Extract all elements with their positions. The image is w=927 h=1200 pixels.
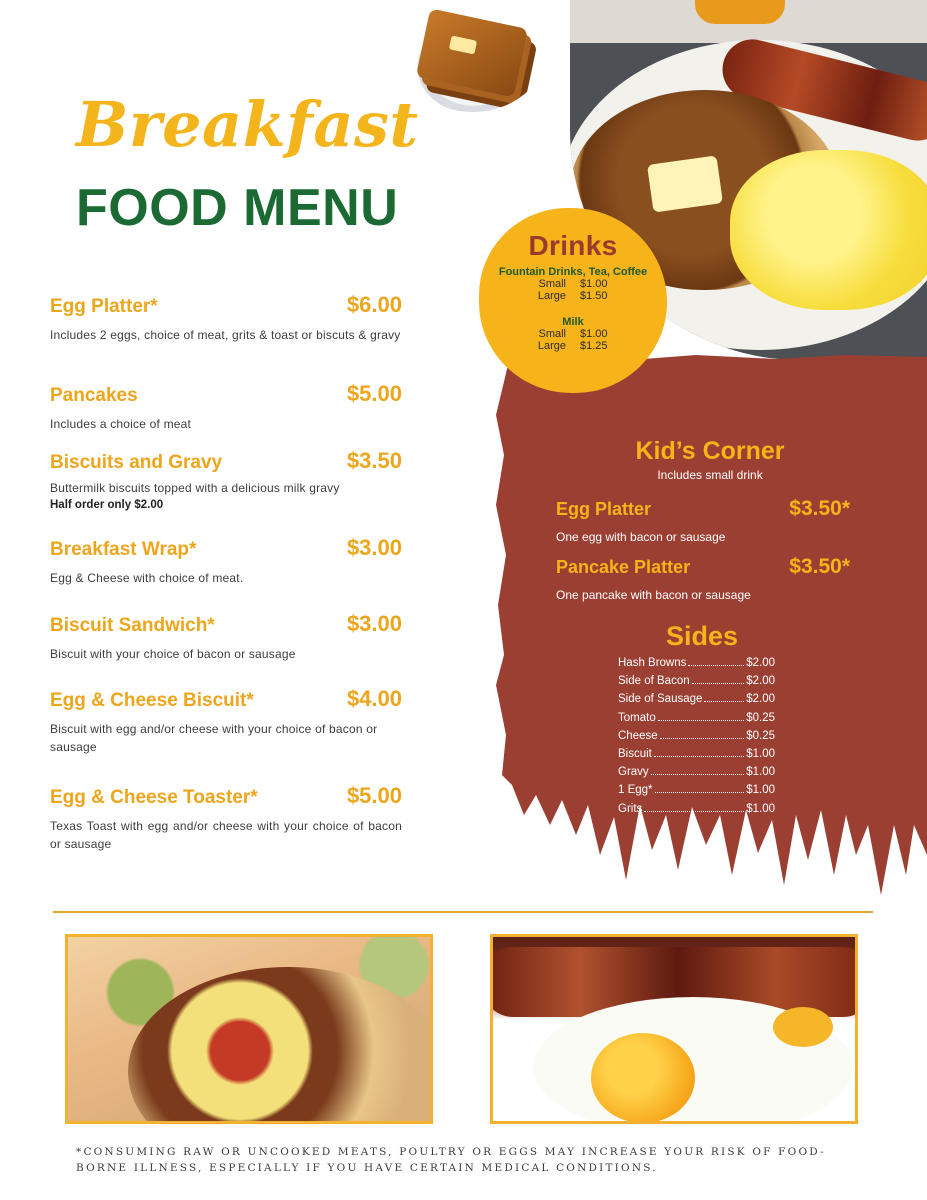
side-name: Hash Browns bbox=[618, 657, 687, 669]
egg-yolk bbox=[773, 1007, 833, 1047]
menu-item bbox=[50, 783, 402, 853]
side-price: $1.00 bbox=[746, 747, 775, 760]
drink-size: Small bbox=[538, 278, 566, 290]
side-price: $1.00 bbox=[746, 766, 775, 779]
butter bbox=[647, 155, 723, 212]
item-price: $5.00 bbox=[346, 381, 402, 406]
kids-item-description: One egg with bacon or sausage bbox=[556, 530, 726, 544]
side-price: $1.00 bbox=[746, 784, 775, 797]
drinks-title: Drinks bbox=[528, 230, 618, 261]
kids-item-name: Egg Platter bbox=[556, 499, 652, 519]
kids-corner-title: Kid’s Corner bbox=[635, 437, 785, 465]
kids-item-description: One pancake with bacon or sausage bbox=[556, 588, 751, 602]
breakfast-wrap-photo bbox=[65, 934, 433, 1124]
side-name: Grits bbox=[618, 802, 643, 815]
item-name: Biscuit Sandwich* bbox=[50, 615, 215, 636]
item-description: Biscuit with egg and/or cheese with your choice of bacon or sausage bbox=[50, 722, 378, 754]
item-price: $4.00 bbox=[346, 686, 402, 711]
item-price: $3.50 bbox=[346, 448, 402, 473]
item-name: Pancakes bbox=[50, 385, 138, 406]
item-note: Half order only $2.00 bbox=[50, 499, 164, 511]
kids-item-name: Pancake Platter bbox=[556, 557, 691, 577]
drinks-row bbox=[479, 278, 667, 290]
kids-item-price: $3.50* bbox=[789, 497, 850, 520]
drink-price: $1.00 bbox=[580, 278, 608, 290]
side-name: Cheese bbox=[618, 729, 658, 742]
menu-item bbox=[50, 611, 402, 663]
drinks-fountain-label: Fountain Drinks, Tea, Coffee bbox=[498, 266, 648, 278]
drink-price: $1.00 bbox=[580, 328, 608, 340]
sides-list bbox=[618, 657, 775, 821]
kids-menu-item bbox=[556, 555, 850, 602]
side-price: $2.00 bbox=[746, 657, 775, 669]
side-item bbox=[618, 712, 775, 730]
item-price: $5.00 bbox=[346, 783, 402, 808]
food-safety-disclaimer: *CONSUMING RAW OR UNCOOKED MEATS, POULTRY OR EGGS MAY INCREASE YOUR RISK OF FOOD-BORNE ILLNESS, ESPECIALLY IF YOU HAVE CERTAIN MEDICAL CONDITIONS. bbox=[76, 1146, 826, 1174]
side-name: Gravy bbox=[618, 766, 649, 779]
menu-item bbox=[50, 292, 402, 344]
sides-title: Sides bbox=[665, 621, 739, 651]
side-price: $2.00 bbox=[746, 693, 775, 706]
menu-script-title: Breakfast bbox=[76, 88, 419, 161]
drink-size: Large bbox=[537, 290, 566, 302]
item-price: $6.00 bbox=[346, 292, 402, 317]
egg-yolk bbox=[591, 1033, 695, 1123]
menu-item bbox=[50, 535, 402, 587]
section-divider bbox=[53, 911, 873, 913]
item-description: Includes 2 eggs, choice of meat, grits & toast or biscuts & gravy bbox=[50, 328, 401, 342]
menu-item bbox=[50, 381, 402, 433]
side-name: 1 Egg* bbox=[618, 784, 653, 797]
juice-glass bbox=[695, 0, 785, 24]
item-description: Egg & Cheese with choice of meat. bbox=[50, 571, 244, 585]
drink-price: $1.50 bbox=[580, 290, 608, 302]
side-name: Side of Sausage bbox=[618, 693, 703, 706]
side-item bbox=[618, 693, 775, 711]
side-price: $0.25 bbox=[746, 711, 775, 724]
side-price: $0.25 bbox=[746, 729, 775, 742]
kids-corner-subtitle: Includes small drink bbox=[657, 468, 763, 482]
item-price: $3.00 bbox=[346, 535, 402, 560]
drinks-milk-label: Milk bbox=[562, 316, 584, 328]
side-item bbox=[618, 748, 775, 766]
side-item bbox=[618, 657, 775, 675]
side-item bbox=[618, 784, 775, 802]
menu-item bbox=[50, 448, 402, 513]
side-item bbox=[618, 766, 775, 784]
kids-item-price: $3.50* bbox=[789, 555, 850, 578]
item-name: Breakfast Wrap* bbox=[50, 539, 197, 560]
side-item bbox=[618, 730, 775, 748]
bacon-eggs-photo bbox=[490, 934, 858, 1124]
drinks-badge bbox=[479, 208, 667, 393]
item-name: Egg & Cheese Toaster* bbox=[50, 787, 258, 808]
drinks-row bbox=[479, 328, 667, 340]
item-description: Texas Toast with egg and/or cheese with your choice of bacon or sausage bbox=[50, 819, 402, 851]
item-name: Biscuits and Gravy bbox=[50, 452, 223, 473]
drinks-row bbox=[479, 340, 667, 352]
wrap bbox=[128, 967, 433, 1124]
drinks-row bbox=[479, 290, 667, 302]
menu-item bbox=[50, 686, 402, 756]
side-price: $2.00 bbox=[746, 675, 775, 688]
item-price: $3.00 bbox=[346, 611, 402, 636]
item-description: Includes a choice of meat bbox=[50, 417, 192, 431]
item-name: Egg Platter* bbox=[50, 296, 158, 317]
side-price: $1.00 bbox=[746, 802, 775, 815]
drink-price: $1.25 bbox=[580, 340, 608, 352]
menu-main-title: FOOD MENU bbox=[76, 179, 399, 237]
side-item bbox=[618, 803, 775, 821]
drink-size: Small bbox=[538, 328, 566, 340]
item-name: Egg & Cheese Biscuit* bbox=[50, 690, 254, 711]
side-name: Side of Bacon bbox=[618, 675, 690, 688]
side-name: Biscuit bbox=[618, 747, 652, 760]
side-item bbox=[618, 675, 775, 693]
drink-size: Large bbox=[537, 340, 566, 352]
kids-menu-item bbox=[556, 497, 850, 544]
item-description: Biscuit with your choice of bacon or sausage bbox=[50, 647, 296, 661]
scrambled-eggs bbox=[730, 150, 927, 310]
item-description: Buttermilk biscuits topped with a delicious milk gravy bbox=[50, 481, 340, 495]
side-name: Tomato bbox=[618, 711, 656, 724]
